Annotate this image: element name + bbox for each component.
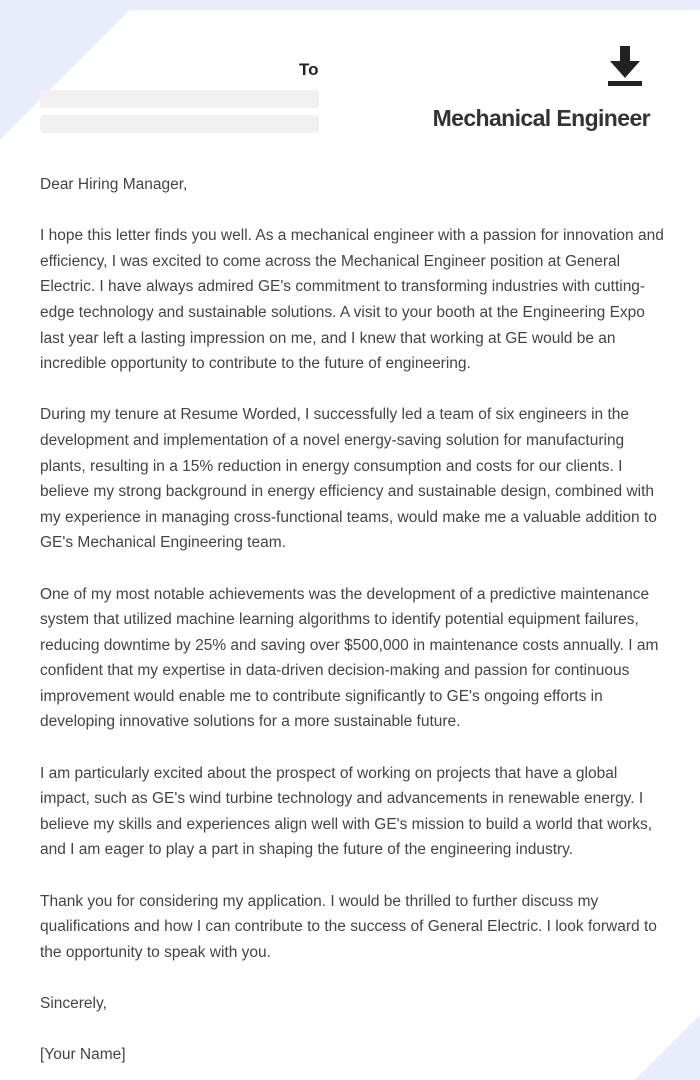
signature: [Your Name]: [40, 1046, 126, 1064]
recipient-name-placeholder: [40, 90, 319, 108]
paragraph-intro: I hope this letter finds you well. As a mechanical engineer with a passion for innovation and efficiency, I was excited to come across the Mechanical Engineer position at General Electric. I have always admired GE's commitment to transforming industries with cutting-edge technology and sustainable solutions. A visit to your booth at the Engineering Expo last year left a lasting impression on me, and I knew that working at GE would be an incredible opportunity to contribute to the future of engineering.: [40, 227, 664, 373]
letter-page: [0, 10, 700, 1080]
paragraph-thanks: Thank you for considering my application. I would be thrilled to further discuss my qualifications and how I can contribute to the success of General Electric. I look forward to the opportunity to speak with you.: [40, 892, 657, 961]
closing: Sincerely,: [40, 995, 107, 1012]
paragraph-achievement: One of my most notable achievements was the development of a predictive maintenance system that utilized machine learning algorithms to identify potential equipment failures, reducing downtime by 25% and saving over $500,000 in maintenance costs annually. I am confident that my expertise in data-driven decision-making and passion for continuous improvement would enable me to contribute significantly to GE's ongoing efforts in developing innovative solutions for a more sustainable future.: [40, 585, 659, 731]
recipient-address-placeholder: [40, 115, 319, 133]
job-title: Mechanical Engineer: [432, 105, 650, 131]
salutation: Dear Hiring Manager,: [40, 176, 188, 193]
paragraph-experience: During my tenure at Resume Worded, I successfully led a team of six engineers in the development and implementation of a novel energy-saving solution for manufacturing plants, resulting in a 15% reduction in energy consumption and costs for our clients. I believe my strong background in energy efficiency and sustainable design, combined with my experience in managing cross-functional teams, would make me a valuable addition to GE's Mechanical Engineering team.: [40, 406, 657, 552]
download-icon[interactable]: [606, 46, 644, 86]
letter-body: [40, 172, 665, 1080]
recipient-label: To: [299, 60, 319, 79]
paragraph-motivation: I am particularly excited about the prospect of working on projects that have a global impact, such as GE's wind turbine technology and advancements in renewable energy. I believe my skills and experiences align well with GE's mission to build a world that works, and I am eager to play a part in shaping the future of the engineering industry.: [40, 764, 653, 859]
